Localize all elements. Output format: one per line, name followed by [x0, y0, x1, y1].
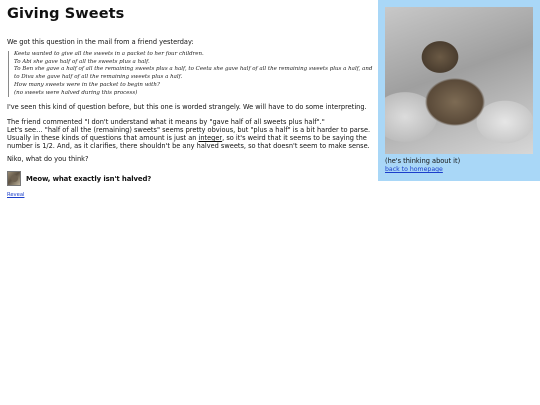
back-to-homepage-link[interactable]: back to homepage	[385, 166, 443, 173]
photo-caption: (he's thinking about it)	[385, 157, 461, 165]
paragraph-interpreting: I've seen this kind of question before, but this one is worded strangely. We will have to do some interpreting.	[7, 103, 367, 112]
page-title: Giving Sweets	[7, 6, 125, 22]
parse-line: Let's see… "half of all the (remaining) sweets" seems pretty obvious, but "plus a half" is a bit harder to parse.	[7, 125, 371, 134]
paragraph-friend-comment	[7, 118, 373, 151]
cat-photo	[385, 7, 533, 154]
question-line: To Ben she gave a half of all the remaining sweets plus a half, to Ceeta she gave half of all the remaining sweets plus a half, and	[14, 66, 373, 73]
niko-reply-text: Meow, what exactly isn't halved?	[26, 174, 152, 183]
halved-line: number is 1/2. And, as it clarifies, there shouldn't be any halved sweets, so that doesn't seem to make sense.	[7, 142, 370, 151]
integer-line-end: , so it's weird that it seems to be saying the	[222, 134, 367, 143]
main-content	[7, 6, 373, 198]
reveal-link[interactable]: Reveal	[7, 192, 25, 198]
question-line: To Abi she gave half of all the sweets plus a half.	[14, 58, 150, 65]
question-line: (no sweets were halved during this process)	[14, 89, 138, 96]
question-to-niko: Niko, what do you think?	[7, 154, 89, 163]
intro-text: We got this question in the mail from a friend yesterday:	[7, 38, 194, 46]
question-quote	[8, 51, 373, 97]
question-line: to Diva she gave half of all the remaining sweets plus a half.	[14, 74, 183, 81]
integer-line	[7, 134, 373, 142]
question-line: How many sweets were in the packet to begin with?	[14, 81, 160, 88]
integer-word: integer	[198, 134, 223, 143]
question-line: Keeta wanted to give all the sweets in a packet to her four children.	[14, 51, 204, 57]
niko-avatar	[7, 171, 21, 186]
niko-reply	[7, 171, 373, 186]
integer-line-start: Usually in these kinds of questions that amount is just an	[7, 134, 199, 143]
sidebar	[378, 0, 540, 181]
friend-comment-line: The friend commented "I don't understand what it means by "gave half of all sweets plus half"."	[7, 117, 325, 126]
